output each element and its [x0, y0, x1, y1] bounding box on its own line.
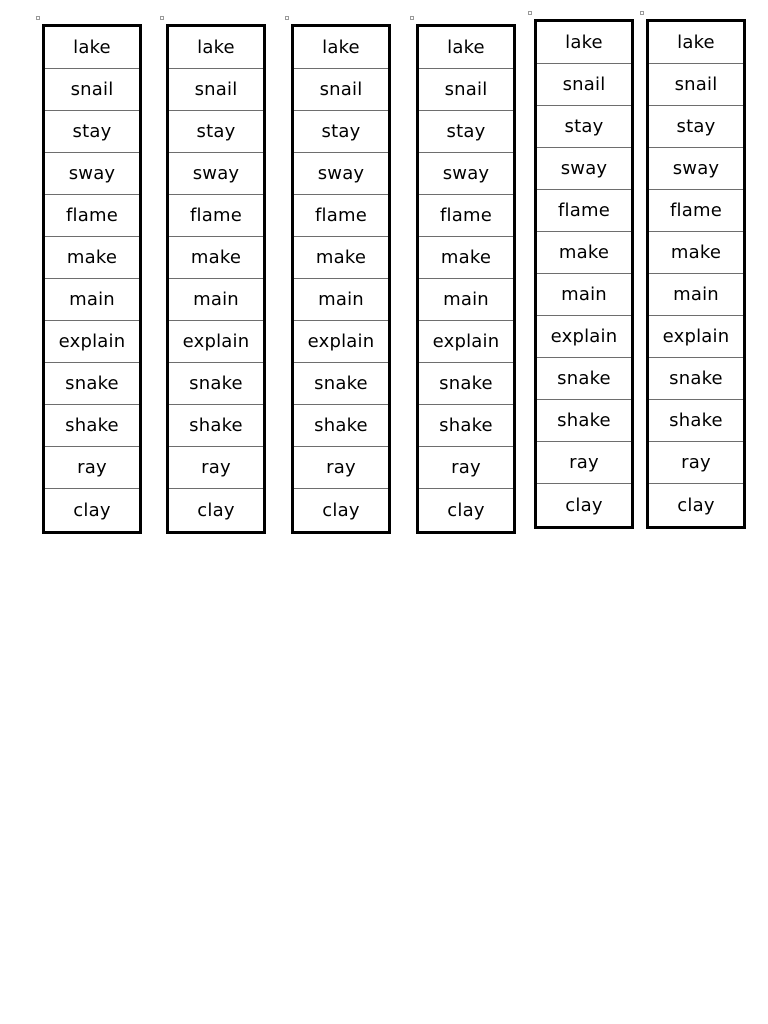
word-strip-2: [166, 24, 266, 534]
word-cell: ray: [419, 447, 513, 489]
word-cell: shake: [537, 400, 631, 442]
anchor-icon: [528, 11, 532, 15]
word-cell: make: [169, 237, 263, 279]
word-strip-1: [42, 24, 142, 534]
word-cell: explain: [294, 321, 388, 363]
word-strip-5: [534, 19, 634, 529]
word-cell: main: [649, 274, 743, 316]
word-cell: sway: [294, 153, 388, 195]
word-cell: sway: [169, 153, 263, 195]
word-cell: make: [649, 232, 743, 274]
word-cell: explain: [649, 316, 743, 358]
word-cell: snail: [294, 69, 388, 111]
word-cell: snail: [537, 64, 631, 106]
word-cell: ray: [537, 442, 631, 484]
word-cell: make: [294, 237, 388, 279]
word-cell: flame: [169, 195, 263, 237]
word-cell: snail: [419, 69, 513, 111]
word-cell: snake: [294, 363, 388, 405]
word-cell: explain: [169, 321, 263, 363]
anchor-icon: [36, 16, 40, 20]
word-strip-3: [291, 24, 391, 534]
word-cell: explain: [45, 321, 139, 363]
word-cell: ray: [169, 447, 263, 489]
word-cell: stay: [169, 111, 263, 153]
word-cell: ray: [294, 447, 388, 489]
word-cell: sway: [537, 148, 631, 190]
word-cell: lake: [45, 27, 139, 69]
word-cell: make: [45, 237, 139, 279]
word-cell: shake: [649, 400, 743, 442]
word-cell: ray: [649, 442, 743, 484]
word-cell: clay: [197, 499, 235, 521]
word-cell: snail: [45, 69, 139, 111]
word-cell: flame: [45, 195, 139, 237]
word-cell: main: [537, 274, 631, 316]
word-cell: clay: [565, 494, 603, 516]
word-cell: stay: [649, 106, 743, 148]
word-cell: make: [537, 232, 631, 274]
word-cell: shake: [45, 405, 139, 447]
word-cell: main: [294, 279, 388, 321]
word-strip-6: [646, 19, 746, 529]
word-cell: clay: [322, 499, 360, 521]
word-cell: clay: [447, 499, 485, 521]
word-cell: make: [419, 237, 513, 279]
word-strip-table: [534, 19, 634, 529]
word-cell: main: [45, 279, 139, 321]
word-strip-4: [416, 24, 516, 534]
word-cell: stay: [294, 111, 388, 153]
anchor-icon: [285, 16, 289, 20]
anchor-icon: [640, 11, 644, 15]
word-cell: lake: [169, 27, 263, 69]
word-cell: snail: [169, 69, 263, 111]
word-cell: snake: [649, 358, 743, 400]
word-cell: explain: [419, 321, 513, 363]
word-cell: flame: [649, 190, 743, 232]
word-cell: clay: [73, 499, 111, 521]
word-cell: flame: [419, 195, 513, 237]
word-cell: snake: [419, 363, 513, 405]
word-cell: main: [169, 279, 263, 321]
word-cell: lake: [537, 22, 631, 64]
word-cell: lake: [649, 22, 743, 64]
word-cell: main: [419, 279, 513, 321]
word-cell: sway: [45, 153, 139, 195]
word-cell: snake: [169, 363, 263, 405]
word-cell: clay: [677, 494, 715, 516]
word-cell: stay: [537, 106, 631, 148]
word-strip-table: [416, 24, 516, 534]
word-cell: sway: [649, 148, 743, 190]
word-strip-table: [291, 24, 391, 534]
word-cell: flame: [537, 190, 631, 232]
word-cell: snake: [45, 363, 139, 405]
word-cell: sway: [419, 153, 513, 195]
anchor-icon: [160, 16, 164, 20]
word-cell: lake: [419, 27, 513, 69]
word-cell: stay: [419, 111, 513, 153]
word-cell: shake: [419, 405, 513, 447]
word-strip-table: [646, 19, 746, 529]
word-strip-table: [42, 24, 142, 534]
word-cell: snail: [649, 64, 743, 106]
word-cell: ray: [45, 447, 139, 489]
word-cell: lake: [294, 27, 388, 69]
word-cell: shake: [169, 405, 263, 447]
anchor-icon: [410, 16, 414, 20]
word-cell: shake: [294, 405, 388, 447]
word-cell: explain: [537, 316, 631, 358]
word-strip-table: [166, 24, 266, 534]
word-cell: snake: [537, 358, 631, 400]
word-cell: stay: [45, 111, 139, 153]
word-cell: flame: [294, 195, 388, 237]
